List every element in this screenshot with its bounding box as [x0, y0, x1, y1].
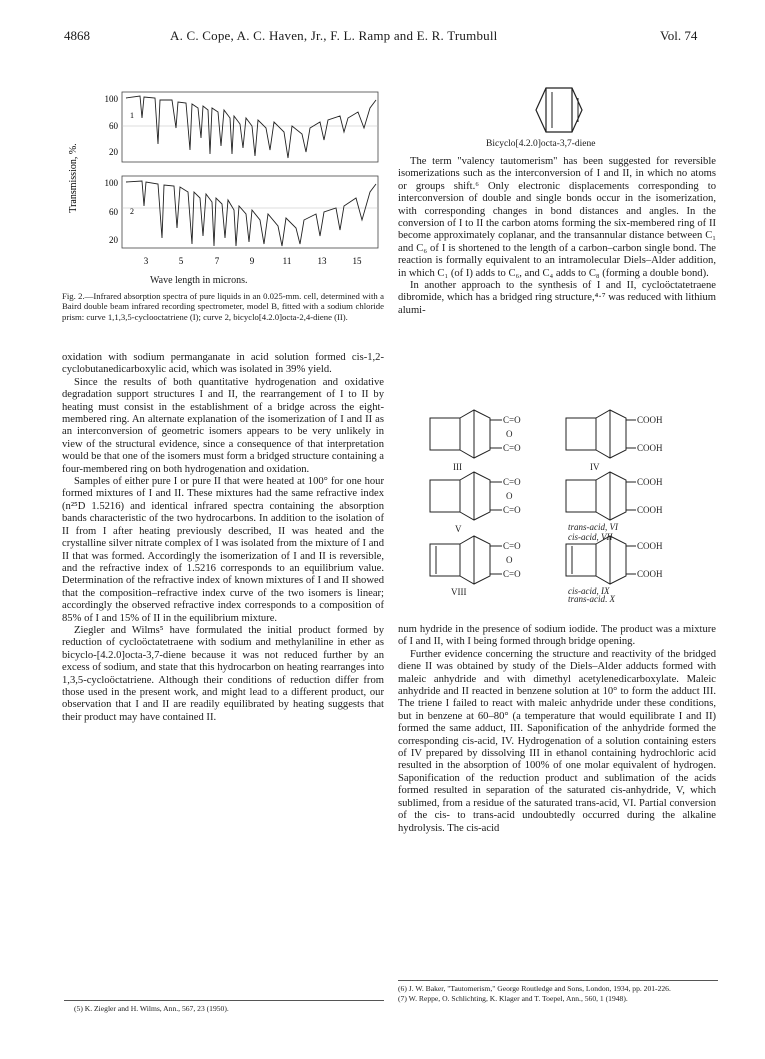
carbonyl-label: C=O: [503, 415, 521, 425]
carbonyl-label: C=O: [503, 505, 521, 515]
x-tick: 13: [317, 256, 327, 266]
paragraph: oxidation with sodium permanganate in acid solution formed cis-1,2-cyclobutanedicarboxylic acid, which was isolated in 39% yield.: [62, 352, 384, 376]
x-axis-label: Wave length in microns.: [150, 275, 248, 286]
y-tick: 20: [109, 235, 118, 245]
carbonyl-label: C=O: [503, 541, 521, 551]
footnote-rule: [398, 980, 718, 981]
compound-label: VIII: [451, 587, 467, 597]
y-tick: 60: [109, 207, 118, 217]
footnote-rule: [64, 1000, 384, 1001]
oxygen-label: O: [506, 491, 513, 501]
curve-label: 1: [130, 111, 134, 120]
footnote: (6) J. W. Baker, "Tautomerism," George Routledge and Sons, London, 1934, pp. 201-226.: [398, 984, 671, 993]
carbonyl-label: C=O: [503, 477, 521, 487]
oxygen-label: O: [506, 555, 513, 565]
ir-spectra-plot: [60, 88, 380, 276]
curve-label: 2: [130, 207, 134, 216]
y-tick: 100: [104, 178, 118, 188]
compound-label: trans-acid, VI: [568, 522, 618, 532]
paragraph: Samples of either pure I or pure II that were heated at 100° for one hour formed mixtures of I and II. These mixtures had the same refractive index (n²⁵D 1.5216) and identical infrared spectra containing the absorption bands characteristic of the two hydrocarbons. In addition to the isolation of II from I after heating previously described, II was heated and the crystalline silver nitrate complex of I was isolated from the mixture of I and II that was formed. Accordingly the isomerization of I and II is reversible, and the refractive index of 1.5216 corresponds to an equilibrium value. Determination of the refractive index of known mixtures of I and II showed that the composition–refractive index curve of the two isomers is linear; accordingly the observed refractive index corresponds to a composition of 85% of I and 15% of II in the equilibrium mixture.: [62, 476, 384, 624]
figure-caption: Fig. 2.—Infrared absorption spectra of pure liquids in an 0.025-mm. cell, determined with a Baird double beam infrared recording spectrometer, model B, fitted with a sodium chloride prism: curve 1,1,3,5-cyclooctatriene (I); curve 2, bicyclo[4.2.0]octa-2,4-diene (II).: [62, 291, 384, 322]
figure-2: [60, 88, 380, 276]
spectrum-curve-2: [126, 181, 376, 246]
y-tick: 60: [109, 121, 118, 131]
y-tick: 100: [104, 94, 118, 104]
right-column-bottom: [398, 624, 716, 835]
paragraph: The term "valency tautomerism" has been suggested for reversible isomerizations such as the interconversion of I and II, in which no atoms or groups shift.⁶ Only electronic displacements corresponding to interconversion of double and single bonds occur in the isomerization, with corresponding changes in bond distances and angles. In the conversion of I to II the carbon atoms forming the six-membered ring of II become approximately coplanar, and the transannular distance between C₁ and C₆ of I is shortened to the length of a carbon–carbon single bond. The reaction is formally equivalent to an intramolecular Diels–Alder addition, in which C₁ (of I) adds to C₆, and C₄ adds to C₈ (forming a double bond).: [398, 156, 716, 279]
x-tick: 7: [214, 256, 220, 266]
x-tick: 3: [143, 256, 149, 266]
structure-diagram: [398, 402, 718, 602]
volume-number: Vol. 74: [660, 28, 698, 43]
acid-label: COOH: [637, 415, 663, 425]
footnote: (7) W. Reppe, O. Schlichting, K. Klager and T. Toepel, Ann., 560, 1 (1948).: [398, 993, 628, 1003]
bicyclooctadiene-structure: [532, 84, 590, 141]
spectrum-curve-1: [126, 96, 376, 158]
x-tick: 5: [178, 256, 184, 266]
running-authors: A. C. Cope, A. C. Haven, Jr., F. L. Ramp and E. R. Trumbull: [170, 28, 498, 43]
panel-curve-1: [122, 92, 378, 162]
y-tick: 20: [109, 147, 118, 157]
footnote: (5) K. Ziegler and H. Wilms, Ann., 567, 23 (1950).: [74, 1004, 229, 1013]
compound-label: cis-acid, VII: [568, 532, 613, 542]
acid-label: COOH: [637, 505, 663, 515]
right-column-top: [398, 156, 716, 317]
carbonyl-label: C=O: [503, 443, 521, 453]
footnotes: [398, 984, 716, 1003]
structure-name: Bicyclo[4.2.0]octa-3,7-diene: [486, 139, 596, 149]
x-tick: 9: [249, 256, 255, 266]
acid-label: COOH: [637, 541, 663, 551]
left-column: [62, 352, 384, 724]
page-number: 4868: [64, 28, 90, 43]
paragraph: num hydride in the presence of sodium iodide. The product was a mixture of I and II, with I being formed through bridge opening.: [398, 624, 716, 648]
compound-label: IV: [590, 462, 600, 472]
compound-label: III: [453, 462, 462, 472]
compound-label: V: [455, 524, 462, 534]
acid-label: COOH: [637, 569, 663, 579]
paragraph: Since the results of both quantitative hydrogenation and oxidative degradation support structures I and II, the rearrangement of I to II by heating must consist in the establishment of a bridge across the eight-membered ring. An alternate explanation of the isomerization of I and II as an interconversion of geometric isomers appears to be very unlikely in view of the structural evidence, since a consequence of that interpretation would be that one of the isomers must form a bridged structure containing a four-membered ring on both hydrogenation and oxidation.: [62, 376, 384, 475]
compound-label: trans-acid, X: [568, 594, 615, 602]
paragraph: In another approach to the synthesis of I and II, cycloöctatetraene dibromide, which has a bridged ring structure,⁴·⁷ was reduced with lithium alumi-: [398, 280, 716, 316]
acid-label: COOH: [637, 477, 663, 487]
x-tick: 11: [282, 256, 292, 266]
acid-label: COOH: [637, 443, 663, 453]
oxygen-label: O: [506, 429, 513, 439]
paragraph: Further evidence concerning the structure and reactivity of the bridged diene II was obtained by study of the Diels–Alder adducts formed with maleic anhydride and with dimethyl acetylenedicarboxylate. Maleic anhydride and II reacted in benzene solution at 10° to form the adduct III. The triene I failed to react with maleic anhydride under these conditions, but in benzene at 60–80° (a temperature that would equilibrate I and II) formed the same adduct, III. Saponification of the anhydride formed the corresponding cis-acid, IV. Hydrogenation of a solution containing esters of IV prepared by dissolving III in ethanol containing hydrochloric acid resulted in the absorption of 100% of one molar equivalent of hydrogen. Saponification of the reduction product and sublimation of the acids formed resulted in separation of the saturated cis-anhydride, V, which sublimed, from a residue of the saturated trans-acid, VI. Partial conversion of the cis- to trans-acid undoubtedly occurred during the alkaline hydrolysis. The cis-acid: [398, 648, 716, 834]
y-axis-label: Transmission, %.: [68, 143, 79, 213]
x-tick: 15: [352, 256, 362, 266]
paragraph: Ziegler and Wilms⁵ have formulated the initial product formed by reduction of cycloöctatetraene with sodium and methylaniline in ether as bicyclo-[4.2.0]octa-3,7-diene because it was not reduced further by an excess of sodium, and state that this hydrocarbon on heating rearranges into 1,3,5-cycloöctatriene. Although their conditions of reduction differ from those used in the present work, and might lead to a different product, our observation that I and II are readily equilibrated by heating suggests that their product may have contained II.: [62, 624, 384, 723]
carbonyl-label: C=O: [503, 569, 521, 579]
compound-label: cis-acid, IX: [568, 586, 610, 596]
